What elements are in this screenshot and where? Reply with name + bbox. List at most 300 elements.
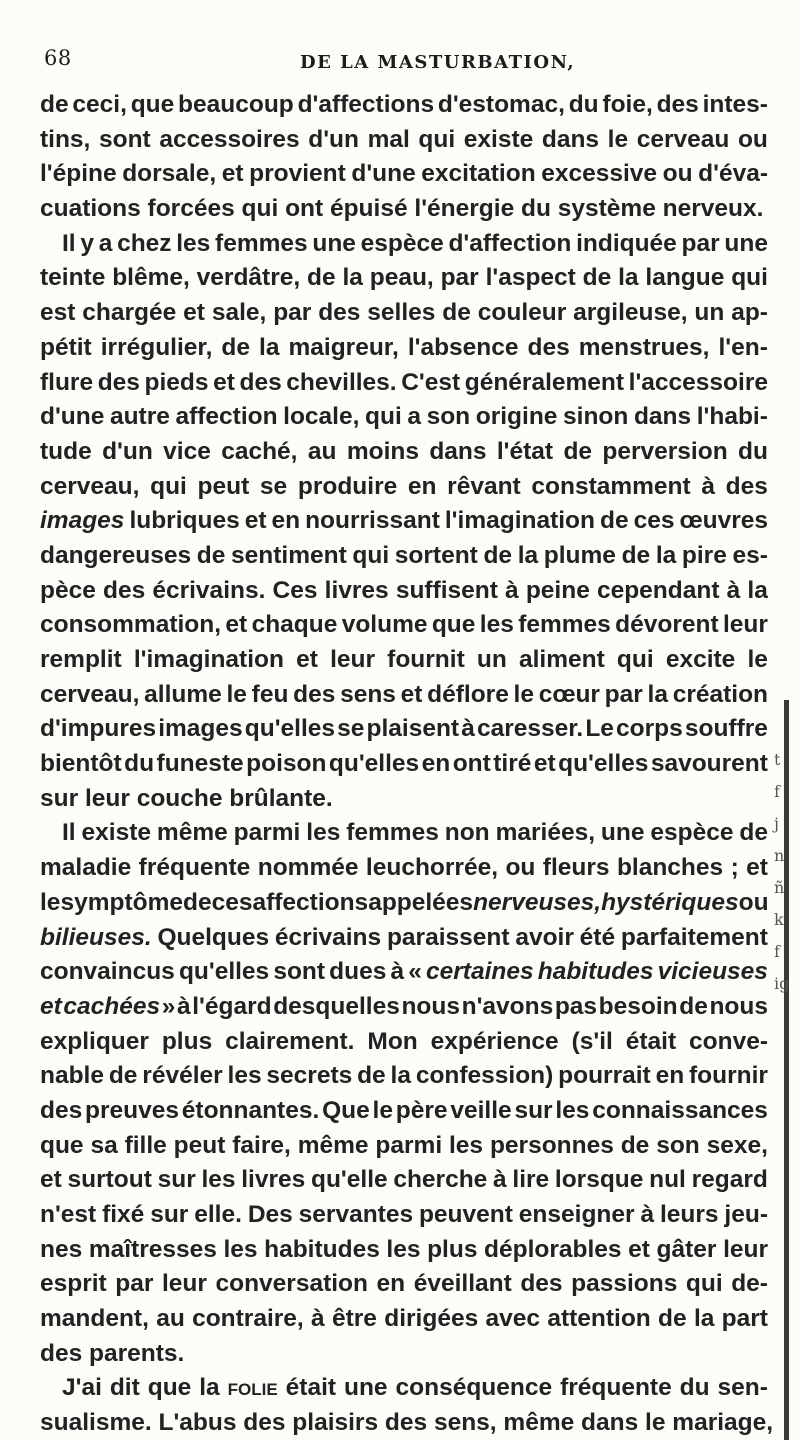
word: cuations bbox=[40, 195, 148, 223]
word: leur bbox=[722, 611, 768, 639]
text-line bbox=[40, 1267, 768, 1302]
spine-glyph: ig bbox=[774, 974, 790, 993]
text-line bbox=[40, 366, 768, 401]
word: la bbox=[618, 264, 639, 292]
word: origine bbox=[475, 403, 558, 431]
word: été bbox=[579, 923, 616, 951]
word: mariage, bbox=[672, 1409, 774, 1437]
text-line bbox=[40, 1233, 768, 1268]
word: plus bbox=[161, 1027, 213, 1055]
word: des bbox=[40, 1096, 83, 1124]
word: et bbox=[40, 1166, 62, 1194]
text-line bbox=[40, 921, 768, 956]
word: d'éva- bbox=[698, 160, 768, 188]
text-line bbox=[40, 1163, 768, 1198]
word: de bbox=[582, 264, 612, 292]
word: mariées, bbox=[495, 819, 595, 847]
word: d'impures bbox=[40, 715, 157, 743]
word: par bbox=[440, 264, 479, 292]
word: et bbox=[628, 1235, 650, 1263]
word: dit bbox=[109, 1374, 140, 1402]
word: écrivains. bbox=[152, 576, 266, 604]
word: irrégulier, bbox=[100, 333, 213, 361]
word: d'affections bbox=[297, 91, 435, 118]
word: qu'elles bbox=[558, 750, 649, 778]
word: sa bbox=[90, 1131, 118, 1159]
word: ou bbox=[662, 160, 693, 188]
text-line bbox=[40, 747, 768, 782]
word: bientôt bbox=[40, 750, 122, 778]
word: les bbox=[555, 1096, 590, 1124]
word: en bbox=[421, 750, 451, 778]
text-line bbox=[40, 1025, 768, 1060]
word: à bbox=[493, 1166, 507, 1194]
word: même bbox=[156, 819, 228, 847]
word: pétit bbox=[40, 333, 92, 361]
text-line bbox=[40, 1371, 768, 1406]
word: les bbox=[227, 1062, 262, 1090]
word: qu'elles bbox=[178, 958, 270, 986]
word: excitation bbox=[421, 160, 536, 188]
word: consommation, bbox=[40, 611, 222, 639]
word: funeste bbox=[156, 750, 244, 778]
word: cerveau, bbox=[40, 680, 140, 708]
word: dans bbox=[633, 403, 692, 431]
word: la bbox=[693, 1305, 715, 1333]
word: regard bbox=[691, 1166, 768, 1194]
word: femmes bbox=[215, 229, 308, 257]
word: folie bbox=[227, 1374, 278, 1402]
word: les bbox=[223, 1235, 258, 1263]
word: rêvant bbox=[447, 472, 521, 500]
spine-glyph: ñ bbox=[774, 878, 785, 897]
word: dans bbox=[429, 437, 487, 465]
text-line bbox=[40, 227, 768, 262]
word: qui bbox=[685, 1270, 723, 1298]
word: plaisirs bbox=[292, 1409, 385, 1437]
word: attention bbox=[547, 1305, 651, 1333]
word: qui bbox=[352, 541, 390, 569]
word: en bbox=[407, 472, 437, 500]
word: blême, bbox=[112, 264, 190, 292]
word: dans bbox=[541, 125, 600, 153]
word: sinon bbox=[563, 403, 629, 431]
word: confession) bbox=[415, 1062, 554, 1090]
word: gâter bbox=[656, 1235, 717, 1263]
word: livres bbox=[324, 576, 389, 604]
word: a bbox=[98, 229, 113, 257]
word: sale, bbox=[211, 299, 267, 327]
word: convaincus bbox=[40, 958, 175, 986]
word: ont bbox=[285, 195, 330, 223]
word: des bbox=[97, 368, 140, 396]
word: chaque bbox=[251, 611, 338, 639]
word: existe bbox=[463, 125, 534, 153]
word: au bbox=[156, 1305, 185, 1333]
word: et bbox=[746, 854, 768, 882]
word: y bbox=[80, 229, 94, 257]
text-line bbox=[40, 712, 768, 747]
word: le bbox=[513, 680, 534, 708]
word: excite bbox=[665, 646, 736, 673]
text-line bbox=[40, 574, 768, 609]
word: Il bbox=[62, 819, 76, 847]
word: conséquence bbox=[395, 1374, 553, 1402]
word: les bbox=[386, 1235, 421, 1263]
word: l'accessoire bbox=[628, 368, 768, 396]
word: corps bbox=[616, 715, 683, 743]
word: être bbox=[331, 1305, 377, 1333]
word: teinte bbox=[40, 264, 106, 292]
word: affection bbox=[175, 403, 278, 431]
text-line bbox=[40, 435, 768, 470]
word: plaisent bbox=[366, 715, 460, 743]
word: constamment bbox=[531, 472, 691, 500]
word: les bbox=[306, 819, 341, 847]
word: qui bbox=[616, 646, 654, 673]
word: la bbox=[259, 333, 280, 361]
word: en bbox=[271, 507, 301, 535]
word: et bbox=[296, 646, 318, 673]
word: nerveuses, bbox=[473, 888, 602, 916]
word: ont bbox=[452, 750, 491, 778]
text-line bbox=[40, 1198, 768, 1233]
word: femmes bbox=[346, 819, 439, 847]
word: fournit bbox=[387, 646, 465, 673]
word: part bbox=[721, 1305, 768, 1333]
text-line bbox=[40, 1406, 774, 1441]
word: d'un bbox=[308, 125, 359, 153]
body-text bbox=[40, 88, 774, 1441]
word: chargée bbox=[82, 299, 177, 327]
word: selles bbox=[367, 299, 436, 327]
text-line bbox=[40, 608, 768, 643]
word: étonnantes. bbox=[181, 1096, 320, 1124]
word: n'avons bbox=[461, 992, 554, 1020]
word: (s'il bbox=[571, 1027, 613, 1055]
word: de bbox=[221, 333, 251, 361]
word: par bbox=[604, 680, 643, 708]
word: la bbox=[747, 576, 768, 604]
word: provient bbox=[249, 160, 346, 188]
word: se bbox=[337, 715, 365, 743]
word: écrivains bbox=[274, 923, 382, 951]
word: feu bbox=[251, 680, 289, 708]
word: dévorent bbox=[615, 611, 719, 639]
word: de bbox=[307, 264, 336, 292]
word: ou bbox=[737, 125, 768, 153]
word: la bbox=[647, 680, 668, 708]
word: à bbox=[461, 715, 475, 743]
word: flure bbox=[40, 368, 94, 396]
word: par bbox=[273, 299, 312, 327]
word: ou bbox=[505, 854, 536, 882]
word: nable bbox=[40, 1062, 104, 1090]
text-line bbox=[40, 192, 768, 227]
text-line bbox=[40, 955, 768, 990]
word: beaucoup bbox=[178, 91, 294, 118]
word: leur bbox=[84, 784, 137, 812]
word: à bbox=[726, 576, 741, 604]
word: sens bbox=[340, 680, 396, 708]
word: en bbox=[376, 1270, 406, 1298]
word: fixé bbox=[102, 1201, 145, 1228]
page-number: 68 bbox=[44, 46, 72, 70]
word: cerveau, bbox=[40, 472, 140, 500]
word: que bbox=[130, 91, 175, 118]
word: des bbox=[239, 368, 282, 396]
word: se bbox=[259, 472, 288, 500]
word: les bbox=[201, 1166, 236, 1194]
word: le bbox=[747, 646, 768, 673]
word: jeu- bbox=[724, 1201, 768, 1228]
word: fournir bbox=[689, 1062, 768, 1090]
word: contraire, bbox=[192, 1305, 304, 1333]
word: aliment bbox=[518, 646, 605, 673]
word: ap- bbox=[731, 299, 768, 327]
word: d'estomac, bbox=[437, 91, 565, 118]
word: tiré bbox=[493, 750, 532, 778]
word: parfaitement bbox=[620, 923, 768, 951]
word: déflore bbox=[427, 680, 509, 708]
word: que bbox=[40, 1131, 84, 1159]
word: besoin bbox=[598, 992, 678, 1020]
word: menstrues, bbox=[578, 333, 710, 361]
word: Le bbox=[585, 715, 614, 743]
word: Il bbox=[62, 229, 76, 257]
word: sur bbox=[150, 1201, 189, 1228]
word: un bbox=[694, 299, 725, 327]
word: le bbox=[607, 125, 629, 153]
word: expérience bbox=[430, 1027, 559, 1055]
word: esprit bbox=[40, 1270, 107, 1298]
text-line bbox=[40, 157, 768, 192]
word: paraissent bbox=[386, 923, 510, 951]
word: langue bbox=[645, 264, 725, 292]
word: maigreur, bbox=[288, 333, 399, 361]
word: de bbox=[600, 507, 629, 535]
word: images bbox=[158, 715, 243, 743]
word: d'affection bbox=[448, 229, 572, 257]
word: nes bbox=[40, 1235, 83, 1263]
word: avoir bbox=[515, 923, 574, 951]
word: par bbox=[681, 229, 720, 257]
text-line bbox=[40, 1094, 768, 1129]
word: le bbox=[226, 680, 247, 708]
word: à bbox=[640, 1201, 655, 1228]
word: du bbox=[124, 750, 155, 778]
word: pire bbox=[681, 541, 727, 569]
word: peine bbox=[525, 576, 590, 604]
word: d'un bbox=[102, 437, 153, 465]
word: un bbox=[476, 646, 507, 673]
word: hystériques bbox=[601, 888, 739, 916]
word: caché, bbox=[221, 437, 298, 465]
word: Quelques bbox=[157, 923, 270, 951]
word: sur bbox=[514, 1096, 553, 1124]
word: fréquente bbox=[560, 1374, 672, 1402]
word: dues bbox=[329, 958, 387, 986]
word: des bbox=[656, 91, 699, 118]
word: pèce bbox=[40, 576, 96, 604]
word: nourrissant bbox=[305, 507, 440, 535]
word: de bbox=[483, 541, 513, 569]
word: Que bbox=[322, 1096, 370, 1124]
word: intes- bbox=[702, 91, 768, 118]
text-line bbox=[40, 816, 768, 851]
word: nommée bbox=[257, 854, 359, 882]
word: des bbox=[318, 299, 361, 327]
word: sexe, bbox=[706, 1131, 768, 1159]
word: de bbox=[658, 1305, 687, 1333]
word: mal bbox=[367, 125, 410, 153]
word: cherche bbox=[393, 1166, 488, 1194]
word: sur bbox=[157, 1166, 196, 1194]
word: enseigner bbox=[518, 1201, 635, 1228]
word: nul bbox=[649, 1166, 686, 1194]
word: même bbox=[503, 1409, 582, 1437]
word: de bbox=[182, 888, 212, 916]
word: de bbox=[442, 299, 471, 327]
text-line bbox=[40, 400, 768, 435]
word: foie, bbox=[602, 91, 653, 118]
word: épuisé bbox=[329, 195, 415, 223]
word: d'une bbox=[40, 403, 105, 431]
word: sont bbox=[273, 958, 326, 986]
running-head: DE LA MASTURBATION, bbox=[300, 52, 576, 73]
word: avec bbox=[485, 1305, 541, 1333]
word: vice bbox=[163, 437, 211, 465]
word: passions bbox=[571, 1270, 678, 1298]
word: cachées bbox=[63, 992, 161, 1020]
word: cependant bbox=[596, 576, 720, 604]
word: au bbox=[307, 437, 337, 465]
word: lire bbox=[512, 1166, 550, 1194]
word: plume bbox=[543, 541, 616, 569]
text-line bbox=[40, 88, 768, 123]
word: clairement. bbox=[225, 1027, 355, 1055]
word: couche bbox=[136, 784, 230, 812]
word: elle. bbox=[194, 1201, 242, 1228]
word: le bbox=[372, 1096, 393, 1124]
word: la bbox=[390, 1062, 411, 1090]
word: cœur bbox=[538, 680, 600, 708]
word: leurs bbox=[659, 1201, 719, 1228]
word: en bbox=[655, 1062, 685, 1090]
word: du bbox=[521, 195, 558, 223]
word: affections bbox=[252, 888, 369, 916]
word: de bbox=[40, 91, 69, 118]
text-line bbox=[40, 782, 768, 817]
word: déplorables bbox=[484, 1235, 622, 1263]
word: dangereuses bbox=[40, 541, 192, 569]
word: espèce bbox=[650, 819, 734, 847]
word: et bbox=[221, 160, 244, 188]
word: de bbox=[739, 819, 768, 847]
word: habitudes bbox=[537, 958, 654, 986]
word: servantes bbox=[298, 1201, 414, 1228]
word: l'imagination bbox=[444, 507, 595, 535]
word: l'énergie bbox=[414, 195, 521, 223]
word: fleurs bbox=[542, 854, 610, 882]
text-line bbox=[40, 886, 768, 921]
word: du bbox=[738, 437, 768, 465]
word: plus bbox=[427, 1235, 478, 1263]
word: une bbox=[600, 819, 645, 847]
word: à bbox=[390, 958, 405, 986]
word: les bbox=[176, 229, 211, 257]
word: parmi bbox=[375, 1131, 443, 1159]
word: de bbox=[620, 1131, 650, 1159]
word: fréquente bbox=[138, 854, 251, 882]
word: à bbox=[505, 576, 519, 604]
word: et bbox=[213, 368, 235, 396]
text-line bbox=[40, 851, 768, 886]
word: fille bbox=[124, 1131, 167, 1159]
word: sens, bbox=[433, 1409, 504, 1437]
word: suffisent bbox=[395, 576, 498, 604]
word: l'égard bbox=[192, 992, 272, 1020]
word: poison bbox=[246, 750, 327, 778]
page-header bbox=[0, 44, 800, 84]
text-line bbox=[40, 470, 768, 505]
word: système bbox=[557, 195, 663, 223]
word: J'ai bbox=[62, 1374, 102, 1402]
word: la bbox=[655, 541, 677, 569]
word: l'imagination bbox=[133, 646, 284, 673]
spine-glyph: j bbox=[774, 814, 779, 833]
word: parents. bbox=[89, 1339, 185, 1367]
word: les bbox=[449, 1131, 484, 1159]
word: éveillant bbox=[413, 1270, 512, 1298]
word: des bbox=[384, 1409, 434, 1437]
word: chevilles. bbox=[286, 368, 397, 396]
word: bilieuses. bbox=[40, 923, 152, 951]
text-line bbox=[40, 331, 768, 366]
word: personnes bbox=[489, 1131, 614, 1159]
word: souffre bbox=[684, 715, 768, 743]
word: allume bbox=[144, 680, 222, 708]
word: cerveau bbox=[636, 125, 730, 153]
word: père bbox=[395, 1096, 448, 1124]
text-line bbox=[40, 990, 768, 1025]
word: nous bbox=[709, 992, 768, 1020]
word: l'épine bbox=[40, 160, 117, 188]
word: généralement bbox=[464, 368, 625, 396]
word: locale, bbox=[283, 403, 360, 431]
word: veille bbox=[450, 1096, 512, 1124]
word: la bbox=[342, 264, 363, 292]
word: L'abus bbox=[158, 1409, 244, 1437]
word: verdâtre, bbox=[196, 264, 301, 292]
word: ; bbox=[730, 854, 739, 882]
spine-glyph: f bbox=[774, 782, 780, 801]
word: dorsale, bbox=[122, 160, 217, 188]
word: pas bbox=[554, 992, 598, 1020]
text-line bbox=[40, 504, 768, 539]
word: sualisme. bbox=[40, 1409, 159, 1437]
word: maladie bbox=[40, 854, 132, 882]
word: habitudes bbox=[264, 1235, 380, 1263]
word: nerveux. bbox=[662, 195, 764, 223]
word: qui bbox=[731, 264, 768, 292]
word: est bbox=[40, 299, 76, 327]
text-line bbox=[40, 678, 768, 713]
spine-glyph: f bbox=[774, 942, 780, 961]
word: peuvent bbox=[418, 1201, 513, 1228]
word: sen- bbox=[717, 1374, 768, 1402]
word: de- bbox=[731, 1270, 768, 1298]
